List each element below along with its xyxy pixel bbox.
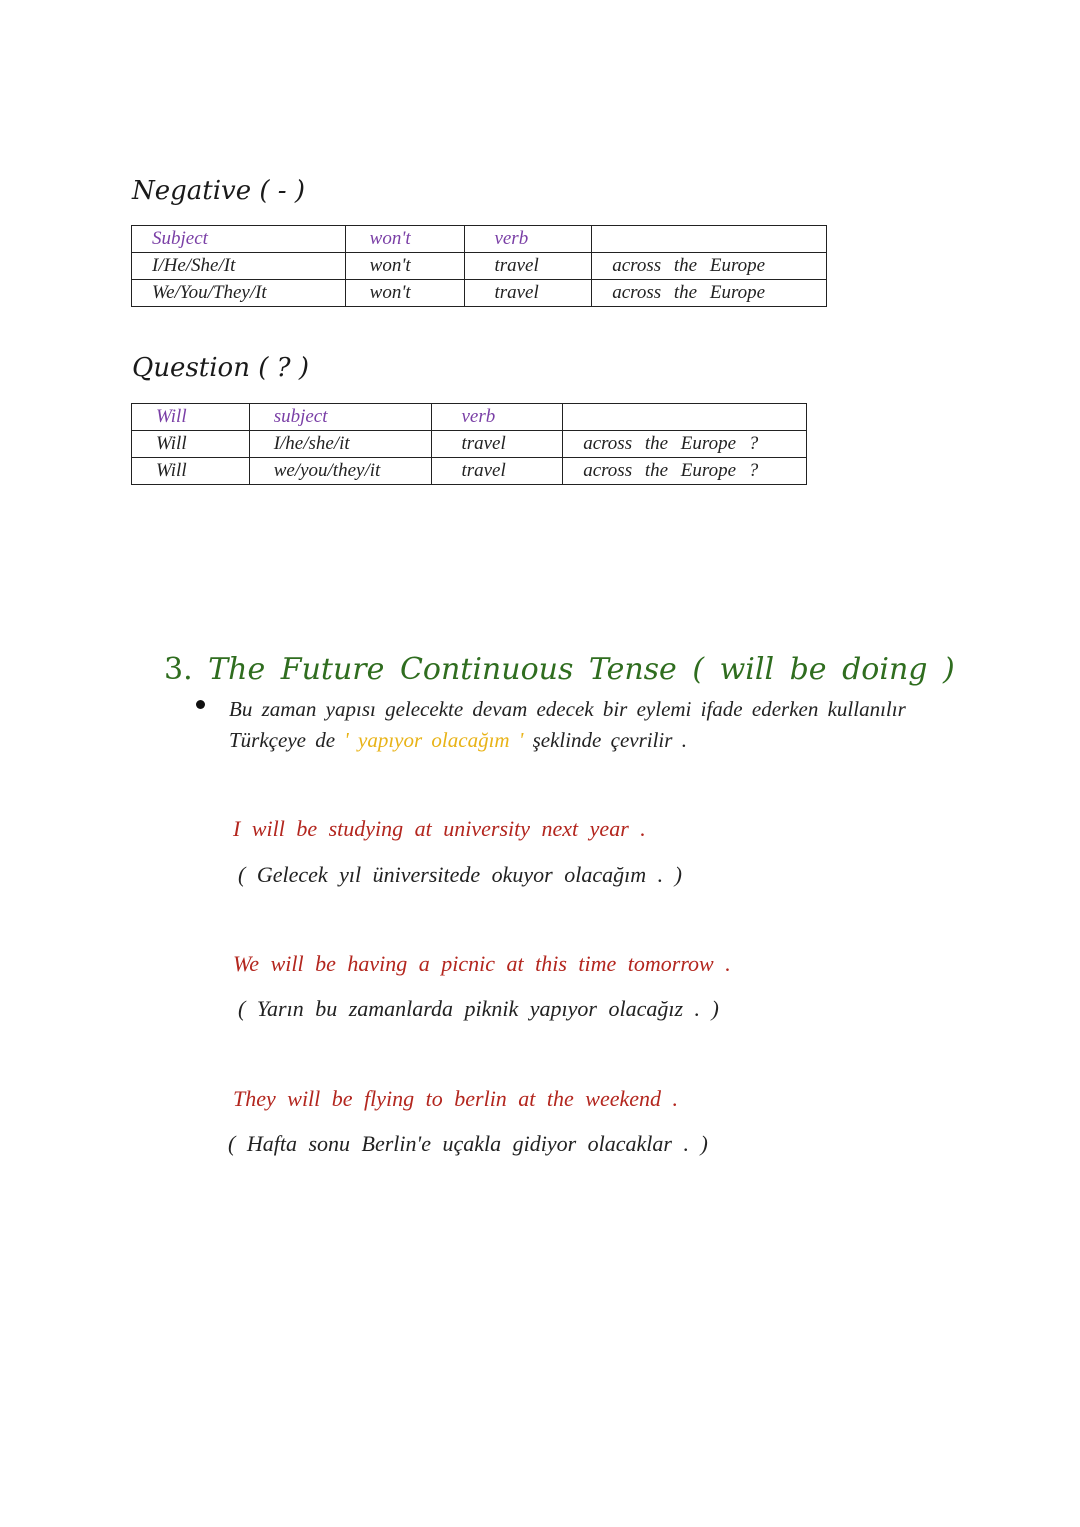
table-cell: across the Europe ? <box>563 458 807 485</box>
table-header-row <box>132 404 807 431</box>
example-translation: ( Yarın bu zamanlarda piknik yapıyor olacağız . ) <box>238 996 719 1021</box>
table-header-row <box>132 226 827 253</box>
table-cell: travel <box>432 458 563 485</box>
header-cell <box>592 226 827 253</box>
section-title <box>164 652 955 687</box>
section-subtitle: ( will be doing ) <box>692 652 955 687</box>
negative-table <box>131 225 827 307</box>
header-cell: verb <box>432 404 563 431</box>
section-number: 3. <box>164 652 193 687</box>
example-sentence: We will be having a picnic at this time tomorrow . <box>233 951 731 976</box>
example-sentence: I will be studying at university next year . <box>233 816 646 841</box>
header-cell <box>563 404 807 431</box>
table-cell: We/You/They/It <box>132 280 346 307</box>
description-text: Türkçeye de <box>229 728 336 752</box>
table-cell: won't <box>345 280 465 307</box>
table-cell: won't <box>345 253 465 280</box>
negative-heading: Negative ( - ) <box>132 176 305 206</box>
table-cell: Will <box>132 458 250 485</box>
example-translation: ( Hafta sonu Berlin'e uçakla gidiyor olacaklar . ) <box>228 1131 708 1156</box>
table-cell: I/He/She/It <box>132 253 346 280</box>
table-row <box>132 458 807 485</box>
table-cell: across the Europe ? <box>563 431 807 458</box>
table-cell: travel <box>465 280 592 307</box>
header-cell: subject <box>249 404 432 431</box>
description-text: şeklinde çevrilir . <box>532 728 687 752</box>
table-row <box>132 280 827 307</box>
header-cell: Subject <box>132 226 346 253</box>
example-sentence: They will be flying to berlin at the weekend . <box>233 1086 679 1111</box>
table-cell: travel <box>465 253 592 280</box>
description-line-2 <box>229 728 687 753</box>
table-row <box>132 253 827 280</box>
header-cell: Will <box>132 404 250 431</box>
description-line-1: Bu zaman yapısı gelecekte devam edecek bir eylemi ifade ederken kullanılır <box>229 697 906 721</box>
table-cell: across the Europe <box>592 253 827 280</box>
description-highlight: ' yapıyor olacağım ' <box>344 728 524 752</box>
example-translation: ( Gelecek yıl üniversitede okuyor olacağım . ) <box>238 862 682 887</box>
table-cell: we/you/they/it <box>249 458 432 485</box>
header-cell: won't <box>345 226 465 253</box>
question-heading: Question ( ? ) <box>132 353 309 383</box>
table-cell: across the Europe <box>592 280 827 307</box>
table-cell: Will <box>132 431 250 458</box>
question-table <box>131 403 807 485</box>
table-cell: travel <box>432 431 563 458</box>
table-row <box>132 431 807 458</box>
table-cell: I/he/she/it <box>249 431 432 458</box>
bullet-icon <box>196 700 205 709</box>
header-cell: verb <box>465 226 592 253</box>
section-title-text: The Future Continuous Tense <box>208 652 677 687</box>
